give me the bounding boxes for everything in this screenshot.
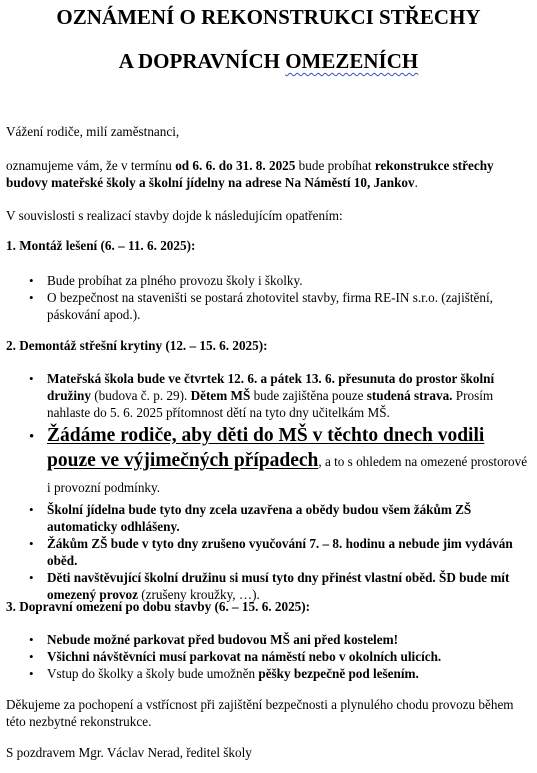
intro-text: . [414,175,418,190]
list-item-text: Vstup do školky a školy bude umožněn [47,666,259,681]
section-2-list [0,370,532,603]
greeting: Vážení rodiče, milí zaměstnanci, [6,124,180,139]
emphasis-text: Žádáme rodiče, aby děti do MŠ v těchto dnech vodili pouze ve výjimečných případech [47,425,485,471]
list-item-emphasis [0,423,532,500]
section-2-heading: 2. Demontáž střešní krytiny (12. – 15. 6. 2025): [6,338,268,353]
thanks-paragraph: Děkujeme za pochopení a vstřícnost při zajištění bezpečnosti a plynulého chodu provozu během této nezbytné rekonstrukce. [6,697,514,729]
list-item-text: , a to s ohledem na omezené prostorové i provozní podmínky. [47,454,528,495]
list-item-text: Všichni návštěvníci musí parkovat na náměstí nebo v okolních ulicích. [47,649,442,664]
title-line-1-text: OZNÁMENÍ O REKONSTRUKCI STŘECHY [56,5,481,29]
list-item-text: bude zajištěna pouze [250,388,367,403]
signature: S pozdravem Mgr. Václav Nerad, ředitel školy [6,745,252,760]
list-item [0,535,532,569]
title-line-2-text: A DOPRAVNÍCH [118,49,286,73]
intro-location: rekonstrukce střechy budovy mateřské školy a školní jídelny na adrese Na Náměstí 10, Jankov [6,158,494,190]
title-line-2 [0,49,537,73]
list-item-text: Děti navštěvující školní družinu si musí tyto dny přinést vlastní oběd. ŠD bude mít omezený provoz [47,570,510,602]
list-item-text: Školní jídelna bude tyto dny zcela uzavřena a obědy budou všem žákům ZŠ automaticky odhlášeny. [47,502,472,534]
list-item-text: studená strava. [366,388,453,403]
list-item-text: Žákům ZŠ bude v tyto dny zrušeno vyučování 7. – 8. hodinu a nebude jim vydáván oběd. [47,536,513,568]
list-item [0,631,532,648]
section-1-list [0,272,532,323]
list-item-text: O bezpečnost na staveništi se postará zhotovitel stavby, firma RE-IN s.r.o. (zajištění, páskování apod.). [47,290,493,322]
title-misspelled-word: OMEZENÍCH [285,49,419,73]
list-item [0,272,532,289]
list-item-text: (zrušeny kroužky, …). [137,587,260,602]
title-line-1 [0,5,537,29]
list-item [0,289,532,323]
context-paragraph: V souvislosti s realizací stavby dojde k následujícím opatřením: [6,208,343,223]
list-item [0,501,532,535]
list-item-text: Nebude možné parkovat před budovou MŠ ani před kostelem! [47,632,398,647]
list-item-text: Mateřská škola bude ve čtvrtek 12. 6. a pátek 13. 6. přesunuta do prostor školní družiny [47,371,495,403]
list-item-text: (budova č. p. 29). [90,388,191,403]
list-item-text: pěšky bezpečně pod lešením. [258,666,419,681]
intro-text: oznamujeme vám, že v termínu [6,158,176,173]
list-item [0,370,532,421]
section-1-heading: 1. Montáž lešení (6. – 11. 6. 2025): [6,238,196,253]
list-item-text: Prosím nahlaste do 5. 6. 2025 přítomnost dětí na tyto dny učitelkám MŠ. [47,388,494,420]
intro-paragraph [6,157,532,191]
list-item-text: Bude probíhat za plného provozu školy i školky. [47,273,303,288]
intro-dates: od 6. 6. do 31. 8. 2025 [175,158,296,173]
list-item [0,665,532,682]
intro-text: bude probíhat [295,158,375,173]
list-item-text: Dětem MŠ [190,388,251,403]
list-item [0,648,532,665]
section-3-list [0,631,532,682]
section-3-heading: 3. Dopravní omezení po dobu stavby (6. – 15. 6. 2025): [6,599,311,614]
